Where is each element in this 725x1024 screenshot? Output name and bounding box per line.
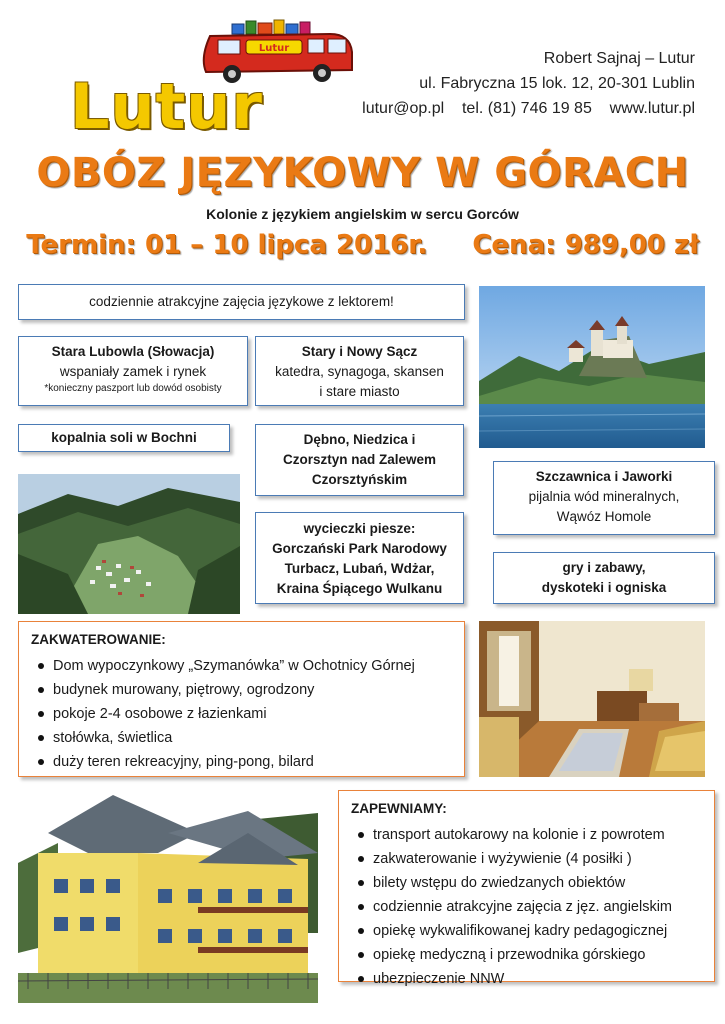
price: Cena: 989,00 zł bbox=[472, 230, 699, 260]
term-date: Termin: 01 – 10 lipca 2016r. bbox=[26, 230, 428, 260]
list-item: codziennie atrakcyjne zajęcia z jęz. angielskim bbox=[373, 895, 702, 919]
accommodation-list bbox=[31, 654, 452, 774]
bochnia-box bbox=[18, 424, 230, 452]
lubowla-desc: wspaniały zamek i rynek bbox=[59, 364, 207, 379]
games-line-2: dyskoteki i ogniska bbox=[541, 580, 667, 595]
daily-classes-text: codziennie atrakcyjne zajęcia językowe z lektorem! bbox=[89, 294, 394, 309]
accommodation-section bbox=[18, 621, 465, 777]
logo-text: Lutur bbox=[70, 70, 263, 143]
contact-address: ul. Fabryczna 15 lok. 12, 20-301 Lublin bbox=[419, 75, 695, 92]
bus-label: Lutur bbox=[258, 43, 290, 54]
list-item: pokoje 2-4 osobowe z łazienkami bbox=[53, 702, 452, 726]
szczawnica-desc-1: pijalnia wód mineralnych, bbox=[528, 489, 680, 504]
valley-village-photo bbox=[18, 474, 240, 614]
list-item: ubezpieczenie NNW bbox=[373, 967, 702, 991]
list-item: opiekę wykwalifikowanej kadry pedagogicznej bbox=[373, 919, 702, 943]
hiking-line-1: wycieczki piesze: bbox=[303, 521, 416, 536]
list-item: stołówka, świetlica bbox=[53, 726, 452, 750]
contact-name: Robert Sajnaj – Lutur bbox=[543, 50, 695, 67]
lutur-logo bbox=[60, 18, 290, 143]
games-line-1: gry i zabawy, bbox=[562, 560, 646, 575]
term-price-row bbox=[0, 230, 725, 260]
list-item: Dom wypoczynkowy „Szymanówka” w Ochotnicy Górnej bbox=[53, 654, 452, 678]
bochnia-text: kopalnia soli w Bochni bbox=[51, 430, 197, 445]
debno-line-2: Czorsztyn nad Zalewem bbox=[282, 452, 437, 467]
sacz-desc-1: katedra, synagoga, skansen bbox=[275, 364, 444, 379]
lubowla-box bbox=[18, 336, 248, 406]
list-item: opiekę medyczną i przewodnika górskiego bbox=[373, 943, 702, 967]
sacz-box bbox=[255, 336, 464, 406]
contact-details: lutur@op.pl tel. (81) 746 19 85 www.lutur.pl bbox=[362, 100, 695, 117]
szczawnica-title: Szczawnica i Jaworki bbox=[535, 469, 673, 484]
list-item: budynek murowany, piętrowy, ogrodzony bbox=[53, 678, 452, 702]
sacz-title: Stary i Nowy Sącz bbox=[301, 344, 418, 359]
room-interior-photo bbox=[479, 621, 705, 777]
provide-heading: ZAPEWNIAMY: bbox=[351, 801, 447, 816]
debno-box bbox=[255, 424, 464, 496]
list-item: transport autokarowy na kolonie i z powrotem bbox=[373, 823, 702, 847]
szczawnica-desc-2: Wąwóz Homole bbox=[556, 509, 652, 524]
castle-lake-photo bbox=[479, 286, 705, 448]
hiking-line-4: Kraina Śpiącego Wulkanu bbox=[276, 581, 443, 596]
lubowla-title: Stara Lubowla (Słowacja) bbox=[51, 344, 215, 359]
list-item: bilety wstępu do zwiedzanych obiektów bbox=[373, 871, 702, 895]
szczawnica-box bbox=[493, 461, 715, 535]
guesthouse-photo bbox=[18, 793, 318, 1003]
sacz-desc-2: i stare miasto bbox=[319, 384, 400, 399]
provide-list bbox=[351, 823, 702, 991]
daily-classes-box bbox=[18, 284, 465, 320]
games-box bbox=[493, 552, 715, 604]
hiking-line-3: Turbacz, Lubań, Wdżar, bbox=[284, 561, 435, 576]
accommodation-heading: ZAKWATEROWANIE: bbox=[31, 632, 166, 647]
page-subtitle: Kolonie z językiem angielskim w sercu Gorców bbox=[206, 206, 519, 222]
contact-block bbox=[362, 46, 695, 121]
hiking-line-2: Gorczański Park Narodowy bbox=[272, 541, 447, 556]
page-title: OBÓZ JĘZYKOWY W GÓRACH bbox=[36, 150, 689, 196]
list-item: zakwaterowanie i wyżywienie (4 posiłki ) bbox=[373, 847, 702, 871]
debno-line-1: Dębno, Niedzica i bbox=[303, 432, 416, 447]
debno-line-3: Czorsztyńskim bbox=[311, 472, 408, 487]
hiking-box bbox=[255, 512, 464, 604]
list-item: duży teren rekreacyjny, ping-pong, bilard bbox=[53, 750, 452, 774]
lubowla-note: *konieczny paszport lub dowód osobisty bbox=[44, 383, 222, 394]
provide-section bbox=[338, 790, 715, 987]
